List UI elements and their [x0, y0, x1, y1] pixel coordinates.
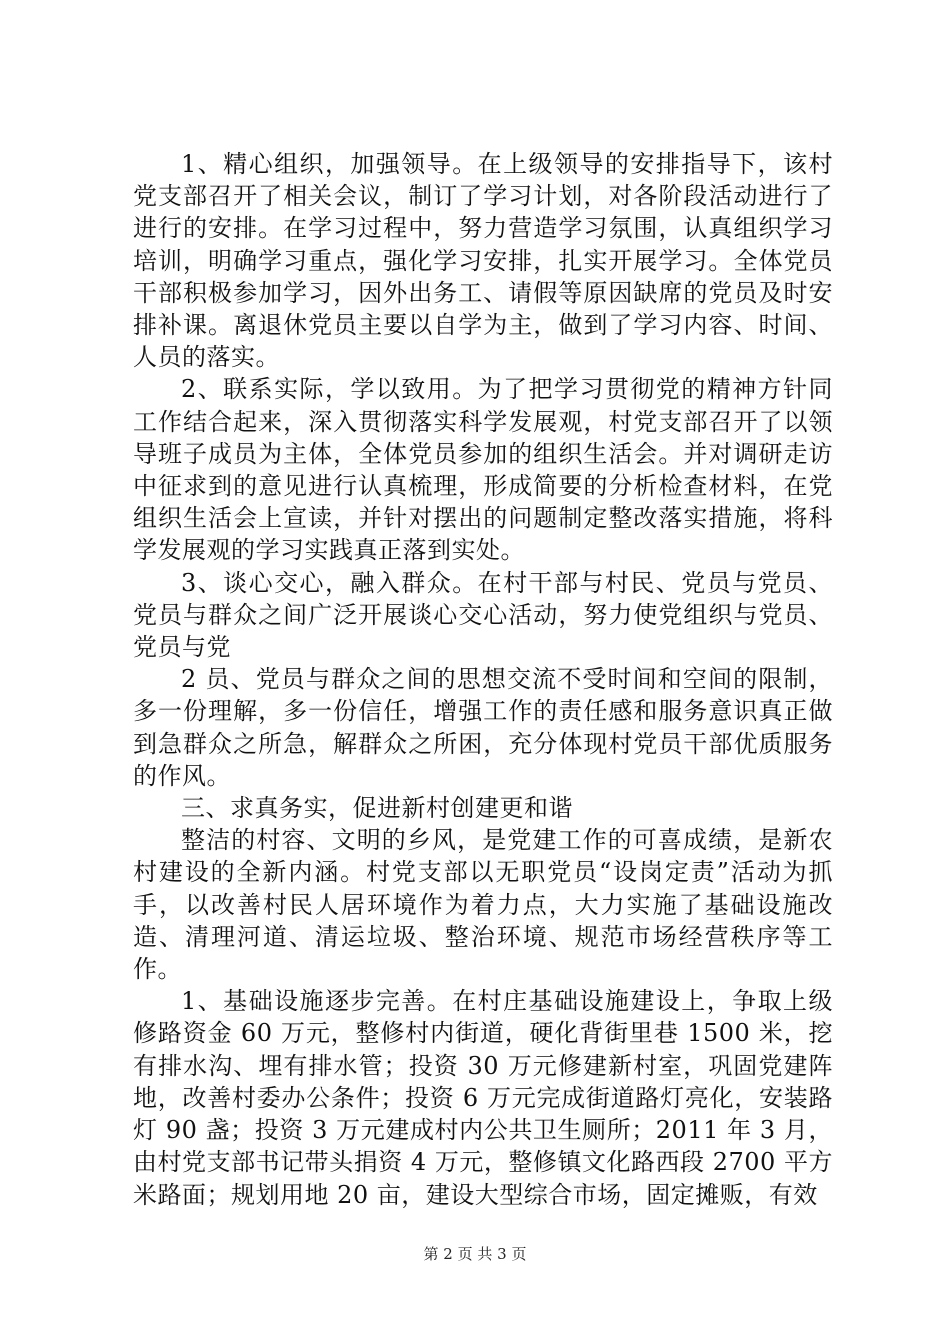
paragraph-communication: 2 员、党员与群众之间的思想交流不受时间和空间的限制，多一份理解，多一份信任，增强工作的责任感和服务意识真正做到急群众之所急，解群众之所困，充分体现村党员干部优质服务的作风。 [133, 665, 833, 790]
page-footer: 第 2 页 共 3 页 [423, 1245, 527, 1263]
paragraph-organize-leadership: 1、精心组织，加强领导。在上级领导的安排指导下，该村党支部召开了相关会议，制订了学习计划，对各阶段活动进行了进行的安排。在学习过程中，努力营造学习氛围，认真组织学习培训，明确学习重点，强化学习安排，扎实开展学习。全体党员干部积极参加学习，因外出务工、请假等原因缺席的党员及时安排补课。离退休党员主要以自学为主，做到了学习内容、时间、人员的落实。 [133, 150, 833, 372]
document-body [133, 148, 833, 1211]
paragraph-heart-to-heart: 3、谈心交心，融入群众。在村干部与村民、党员与党员、党员与群众之间广泛开展谈心交心活动，努力使党组织与党员、党员与党 [133, 568, 833, 662]
paragraph-practical-application: 2、联系实际，学以致用。为了把学习贯彻党的精神方针同工作结合起来，深入贯彻落实科学发展观，村党支部召开了以领导班子成员为主体，全体党员参加的组织生活会。并对调研走访中征求到的意见进行认真梳理，形成简要的分析检查材料，在党组织生活会上宣读，并针对摆出的问题制定整改落实措施，将科学发展观的学习实践真正落到实处。 [133, 375, 833, 565]
paragraph-village-appearance: 整洁的村容、文明的乡风，是党建工作的可喜成绩，是新农村建设的全新内涵。村党支部以无职党员“设岗定责”活动为抓手，以改善村民人居环境作为着力点，大力实施了基础设施改造、清理河道、清运垃圾、整治环境、规范市场经营秩序等工作。 [133, 826, 833, 984]
paragraph-infrastructure: 1、基础设施逐步完善。在村庄基础设施建设上，争取上级修路资金 60 万元，整修村内街道，硬化背街里巷 1500 米，挖有排水沟、埋有排水管；投资 30 万元修建新村室，巩固党建阵地，改善村委办公条件；投资 6 万元完成街道路灯亮化，安装路灯 90 盏；投资 3 万元建成村内公共卫生厕所；2011 年 3 月，由村党支部书记带头捐资 4 万元，整修镇文化路西段 2700 平方米路面；规划用地 20 亩，建设大型综合市场，固定摊贩，有效 [133, 987, 833, 1209]
section-heading-three: 三、求真务实，促进新村创建更和谐 [181, 794, 573, 823]
